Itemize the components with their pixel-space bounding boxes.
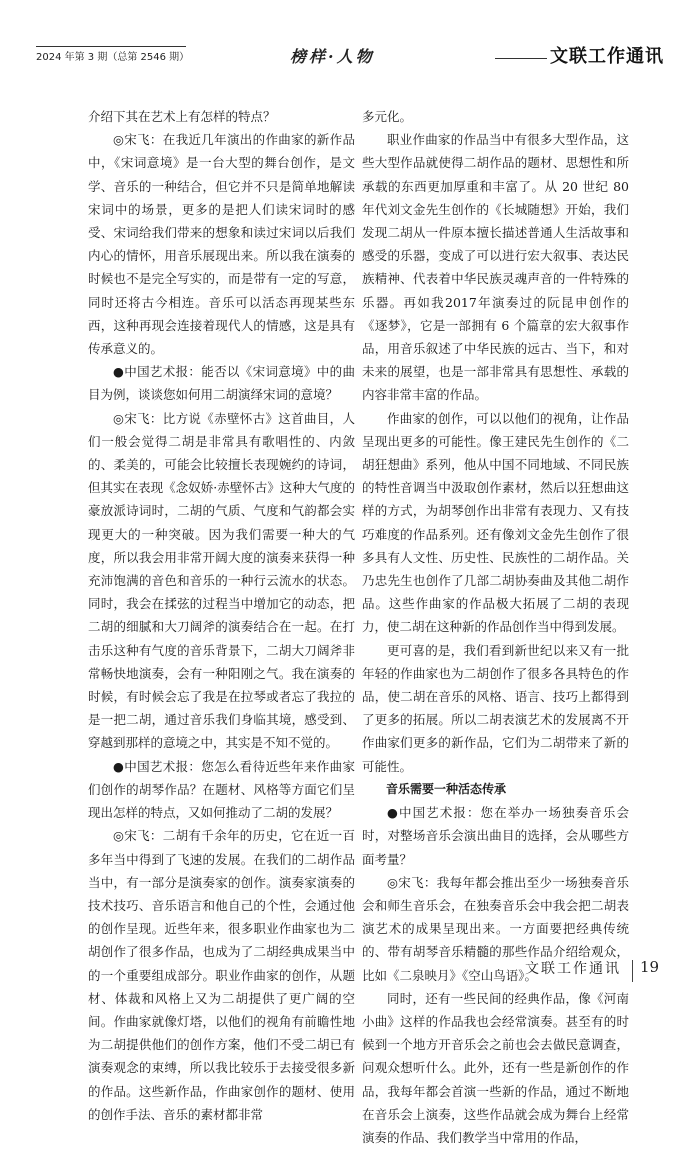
left-column — [88, 105, 355, 1126]
paragraph: ◎宋飞：我每年都会推出至少一场独奏音乐会和师生音乐会，在独奏音乐会中我会把二胡表演艺术的成果呈现出来。一方面要把经典传统的、带有胡琴音乐精髓的那些作品介绍给观众，比如《二泉映月》《空山鸟语》。 — [362, 874, 629, 983]
paragraph: 职业作曲家的作品当中有很多大型作品，这些大型作品就使得二胡作品的题材、思想性和所承载的东西更加厚重和丰富了。从 20 世纪 80 年代刘文金先生创作的《长城随想》开始，我们发现二胡从一件原本擅长描述普通人生活故事和感受的乐器，变成了可以进行宏大叙事、表达民族精神、代表着中华民族灵魂声音的一件特殊的乐器。再如我2017年演奏过的阮昆申创作的《逐梦》，它是一部拥有 6 个篇章的宏大叙事作品，用音乐叙述了中华民族的远古、当下，和对未来的展望，也是一部非常具有思想性、承载的内容非常丰富的作品。 — [362, 132, 629, 403]
paragraph: 多元化。 — [362, 109, 413, 124]
issue-label: 2024 年第 3 期（总第 2546 期） — [36, 52, 190, 63]
page-header — [0, 0, 700, 70]
paragraph: ◎宋飞：比方说《赤壁怀古》这首曲目，人们一般会觉得二胡是非常具有歌唱性的、内敛的、柔美的，可能会比较擅长表现婉约的诗词，但其实在表现《念奴娇·赤壁怀古》这种大气度的豪放派诗词时，二胡的气质、气度和气韵都会实现更大的一种突破。因为我们需要一种大的气度，所以我会用非常开阔大度的演奏来获得一种充沛饱满的音色和音乐的一种行云流水的状态。同时，我会在揉弦的过程当中增加它的动态，把二胡的细腻和大刀阔斧的演奏结合在一起。在打击乐这种有气度的音乐背景下，二胡大刀阔斧非常畅快地演奏，会有一种阳刚之气。我在演奏的时候，有时候会忘了我是在拉琴或者忘了我拉的是一把二胡，通过音乐我们身临其境，感受到、穿越到那样的意境之中，其实是不知不觉的。 — [88, 410, 355, 751]
paragraph: ●中国艺术报：能否以《宋词意境》中的曲目为例，谈谈您如何用二胡演绎宋词的意境？ — [88, 364, 355, 403]
section-subheading: 音乐需要一种活态传承 — [386, 781, 507, 796]
page-number: 19 — [640, 958, 660, 976]
section-label: 榜样·人物 — [290, 47, 375, 66]
paragraph: ●中国艺术报：您在举办一场独奏音乐会时，对整场音乐会演出曲目的选择，会从哪些方面考量？ — [362, 805, 629, 867]
header-rule-right — [495, 58, 547, 59]
footer-separator — [632, 960, 633, 982]
paragraph: 更可喜的是，我们看到新世纪以来又有一批年轻的作曲家也为二胡创作了很多各具特色的作品，使二胡在音乐的风格、语言、技巧上都得到了更多的拓展。所以二胡表演艺术的发展离不开作曲家们更多的新作品，它们为二胡带来了新的可能性。 — [362, 642, 629, 774]
paragraph: ●中国艺术报：您怎么看待近些年来作曲家们创作的胡琴作品？在题材、风格等方面它们呈现出怎样的特点，又如何推动了二胡的发展？ — [88, 758, 355, 821]
paragraph: ◎宋飞：二胡有千余年的历史，它在近一百多年当中得到了飞速的发展。在我们的二胡作品当中，有一部分是演奏家的创作。演奏家演奏的技术技巧、音乐语言和他自己的个性，会通过他的创作呈现。近些年来，很多职业作曲家也为二胡创作了很多作品，也成为了二胡经典成果当中的一个重要组成部分。职业作曲家的创作，从题材、体裁和风格上又为二胡提供了更广阔的空间。作曲家就像灯塔，以他们的视角有前瞻性地为二胡提供他们的创作方案，他们不受二胡已有演奏观念的束缚，所以我比较乐于去接受很多新的作品。这些新作品，作曲家创作的题材、使用的创作手法、音乐的素材都非常 — [88, 828, 355, 1122]
paragraph: ◎宋飞：在我近几年演出的作曲家的新作品中，《宋词意境》是一台大型的舞台创作，是文学、音乐的一种结合，但它并不只是简单地解读宋词中的场景，更多的是把人们读宋词时的感受、宋词给我们带来的想象和读过宋词以后我们内心的情怀，用音乐展现出来。所以我在演奏的时候也不是完全写实的，而是带有一定的写意，同时还将古今相连。音乐可以活态再现某些东西，这种再现会连接着现代人的情感，这是具有传承意义的。 — [88, 132, 355, 357]
magazine-name: 文联工作通讯 — [550, 46, 664, 67]
footer-magazine-name: 文联工作通讯 — [525, 961, 621, 977]
paragraph: 同时，还有一些民间的经典作品，像《河南小曲》这样的作品我也会经常演奏。甚至有的时候到一个地方开音乐会之前也会去做民意调查，问观众想听什么。此外，还有一些是新创作的作品，我每年都会首演一些新的作品，通过不断地在音乐会上演奏，这些作品就会成为舞台上经常演奏的作品、我们教学当中常用的作品， — [362, 990, 629, 1145]
paragraph: 作曲家的创作，可以以他们的视角，让作品呈现出更多的可能性。像王建民先生创作的《二胡狂想曲》系列，他从中国不同地域、不同民族的特性音调当中汲取创作素材，然后以狂想曲这样的方式，为胡琴创作出非常有表现力、又有技巧难度的作品系列。还有像刘文金先生创作了很多具有人文性、历史性、民族性的二胡作品。关乃忠先生也创作了几部二胡协奏曲及其他二胡作品。这些作曲家的作品极大拓展了二胡的表现力，使二胡在这种新的作品创作当中得到发展。 — [362, 410, 629, 635]
right-column — [362, 105, 629, 1149]
header-rule-left — [36, 46, 186, 47]
paragraph: 介绍下其在艺术上有怎样的特点？ — [88, 109, 276, 124]
